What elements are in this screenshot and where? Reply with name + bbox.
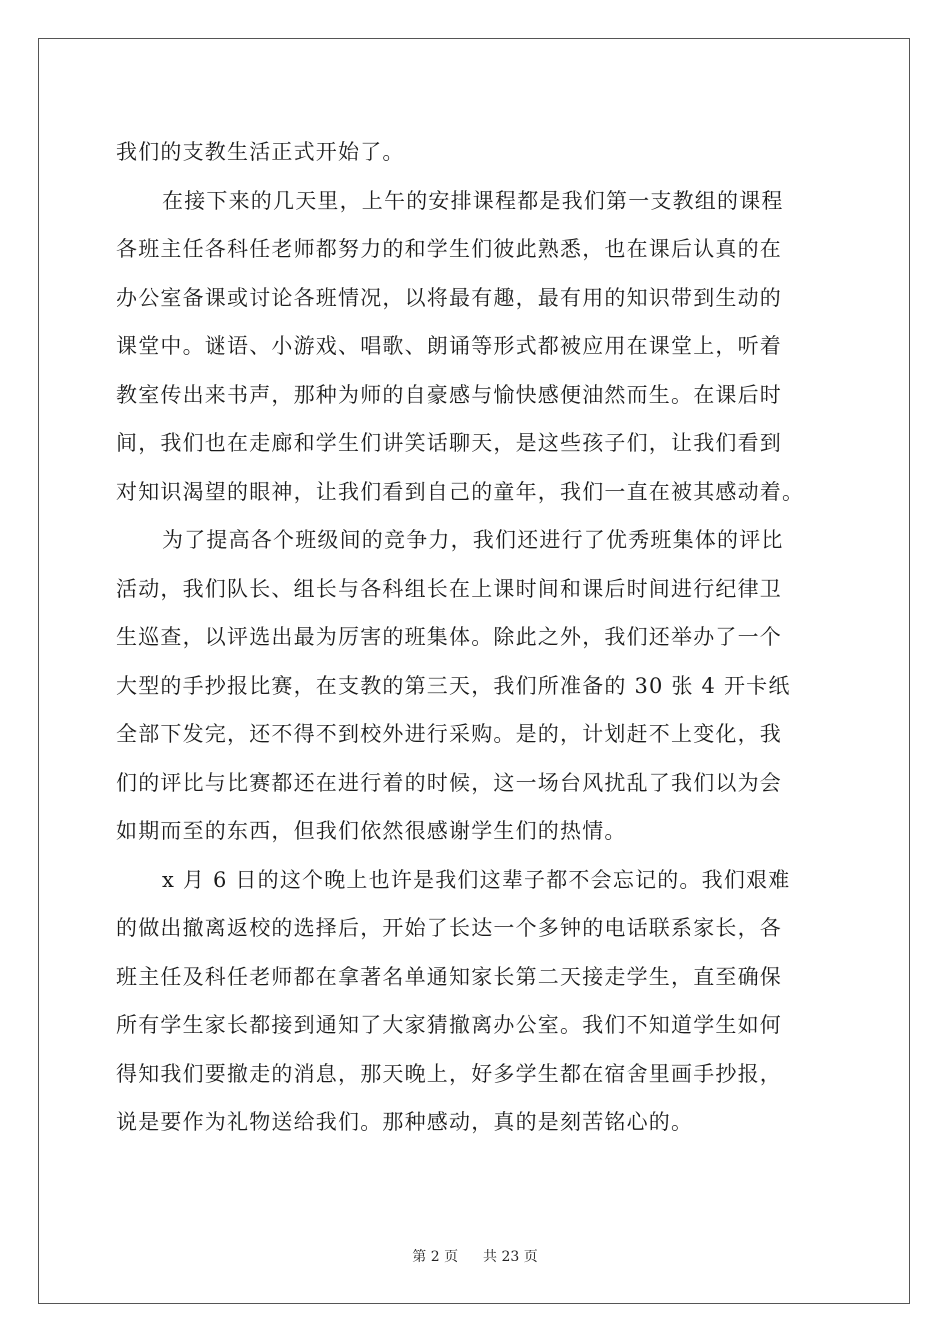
text-line: 对知识渴望的眼神，让我们看到自己的童年，我们一直在被其感动着。 — [116, 479, 805, 504]
text-line: 生巡查，以评选出最为厉害的班集体。除此之外，我们还举办了一个 — [116, 625, 782, 649]
text-line: 得知我们要撤走的消息，那天晚上，好多学生都在宿舍里画手抄报， — [116, 1061, 782, 1086]
page-footer — [0, 1246, 950, 1266]
text-line: 全部下发完，还不得不到校外进行采购。是的，计划赶不上变化，我 — [116, 722, 782, 746]
text-line: 们的评比与比赛都还在进行着的时候，这一场台风扰乱了我们以为会 — [116, 770, 782, 795]
text-line: 我们的支教生活正式开始了。 — [116, 140, 405, 164]
text-line: 活动，我们队长、组长与各科组长在上课时间和课后时间进行纪律卫 — [116, 576, 782, 601]
text-line: 如期而至的东西，但我们依然很感谢学生们的热情。 — [116, 819, 627, 843]
text-line: 各班主任各科任老师都努力的和学生们彼此熟悉，也在课后认真的在 — [116, 237, 782, 261]
document-body — [116, 128, 838, 1147]
paragraph-start-line: 在接下来的几天里，上午的安排课程都是我们第一支教组的课程 — [162, 188, 784, 213]
text-line: 课堂中。谜语、小游戏、唱歌、朗诵等形式都被应用在课堂上，听着 — [116, 334, 782, 358]
text-line: 说是要作为礼物送给我们。那种感动，真的是刻苦铭心的。 — [116, 1110, 694, 1134]
paragraph-start-line: 为了提高各个班级间的竞争力，我们还进行了优秀班集体的评比 — [162, 528, 784, 552]
page-total: 共 23 页 — [483, 1249, 538, 1265]
text-line: 教室传出来书声，那种为师的自豪感与愉快感便油然而生。在课后时 — [116, 382, 782, 407]
paragraph-start-line: x 月 6 日的这个晚上也许是我们这辈子都不会忘记的。我们艰难 — [162, 867, 791, 892]
text-line: 办公室备课或讨论各班情况，以将最有趣，最有用的知识带到生动的 — [116, 285, 782, 310]
text-line: 间，我们也在走廊和学生们讲笑话聊天，是这些孩子们，让我们看到 — [116, 431, 782, 455]
text-line: 所有学生家长都接到通知了大家猜撤离办公室。我们不知道学生如何 — [116, 1013, 782, 1037]
text-line: 的做出撤离返校的选择后，开始了长达一个多钟的电话联系家长，各 — [116, 916, 782, 940]
page-number: 第 2 页 — [412, 1249, 459, 1265]
text-line: 大型的手抄报比赛，在支教的第三天，我们所准备的 30 张 4 开卡纸 — [116, 673, 791, 698]
text-line: 班主任及科任老师都在拿著名单通知家长第二天接走学生，直至确保 — [116, 964, 782, 989]
